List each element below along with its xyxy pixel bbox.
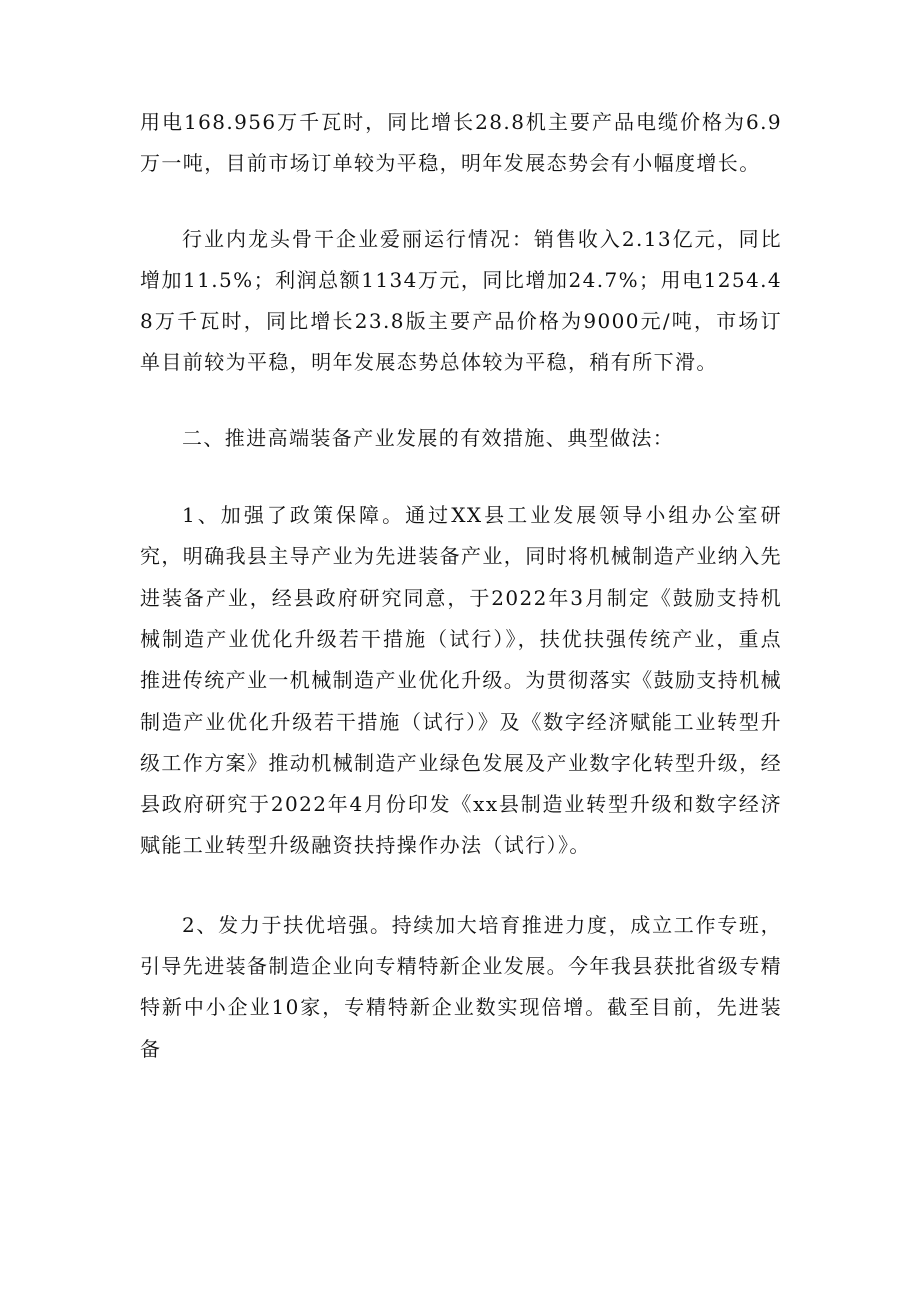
paragraph-power-consumption: 用电168.956万千瓦时，同比增长28.8机主要产品电缆价格为6.9万一吨，目前市场订单较为平稳，明年发展态势会有小幅度增长。	[140, 110, 782, 176]
section-heading: 二、推进高端装备产业发展的有效措施、典型做法：	[182, 425, 675, 450]
paragraph-leading-enterprise: 行业内龙头骨干企业爱丽运行情况：销售收入2.13亿元，同比增加11.5%；利润总额1134万元，同比增加24.7%；用电1254.48万千瓦时，同比增长23.8版主要产品价格为9000元/吨，市场订单目前较为平稳，明年发展态势总体较为平稳，稍有所下滑。	[140, 226, 782, 375]
paragraph-support-cultivation: 2、发力于扶优培强。持续加大培育推进力度，成立工作专班，引导先进装备制造企业向专精特新企业发展。今年我县获批省级专精特新中小企业10家，专精特新企业数实现倍增。截至目前，先进装备	[140, 912, 782, 1061]
paragraph-policy-guarantee: 1、加强了政策保障。通过XX县工业发展领导小组办公室研究，明确我县主导产业为先进装备产业，同时将机械制造产业纳入先进装备产业，经县政府研究同意，于2022年3月制定《鼓励支持机械制造产业优化升级若干措施（试行）》，扶优扶强传统产业，重点推进传统产业一机械制造产业优化升级。为贯彻落实《鼓励支持机械制造产业优化升级若干措施（试行）》及《数字经济赋能工业转型升级工作方案》推动机械制造产业绿色发展及产业数字化转型升级，经县政府研究于2022年4月份印发《xx县制造业转型升级和数字经济赋能工业转型升级融资扶持操作办法（试行）》。	[140, 503, 782, 858]
document-page	[140, 102, 782, 1070]
